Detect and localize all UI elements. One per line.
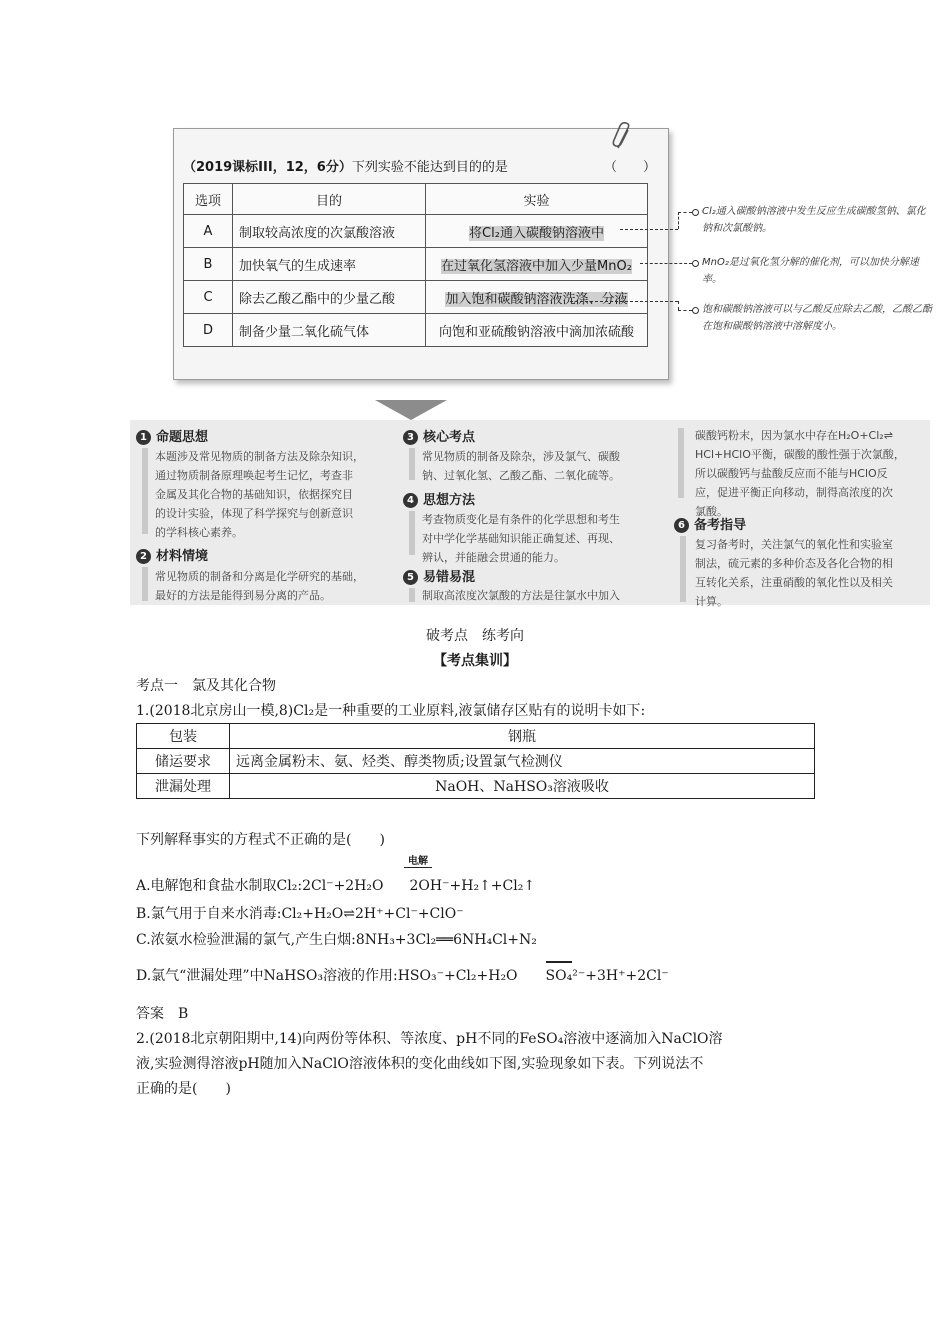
experiment-cell — [426, 281, 648, 314]
subheading: 【考点集训】 — [433, 653, 517, 669]
down-arrow-icon — [409, 588, 415, 602]
option-cell: B — [184, 248, 233, 281]
exam-table — [183, 183, 648, 347]
down-arrow-icon — [409, 448, 415, 480]
down-arrow-icon — [678, 428, 684, 498]
section-body-3 — [422, 447, 620, 485]
body-line: 氯酸。 — [695, 505, 728, 518]
section-title-text: 材料情境 — [156, 549, 209, 564]
option-cell: D — [184, 314, 233, 347]
down-triangle-icon — [375, 400, 447, 420]
experiment-cell: 向饱和亚硫酸钠溶液中滴加浓硫酸 — [426, 314, 648, 347]
body-line: 碳酸钙粉末，因为氯水中存在H₂O+Cl₂⇌ — [695, 429, 893, 442]
body-line: 所以碳酸钙与盐酸反应而不能与HClO反 — [695, 467, 888, 480]
section-title-text: 核心考点 — [423, 430, 476, 445]
option-a[interactable] — [136, 876, 535, 896]
question-2-line-3: 正确的是( ) — [136, 1081, 231, 1097]
connector-line — [678, 212, 679, 229]
equals-bar — [546, 961, 572, 963]
header-option: 选项 — [184, 184, 233, 215]
question-source: （2019课标III，12，6分） — [183, 160, 352, 175]
down-arrow-icon — [142, 567, 148, 601]
body-line: 金属及其化合物的基础知识，依据探究目 — [155, 488, 353, 501]
section-title-1 — [136, 426, 208, 445]
body-line: 通过物质制备原理唤起考生记忆，考查非 — [155, 469, 353, 482]
section-title-6 — [674, 514, 746, 533]
body-line: 的学科核心素养。 — [155, 526, 243, 539]
spec-value: NaOH、NaHSO₃溶液吸收 — [230, 774, 815, 799]
connector-dot — [692, 307, 699, 314]
connector-line — [678, 310, 692, 311]
table-row — [184, 281, 648, 314]
body-line: 制取高浓度次氯酸的方法是往氯水中加入 — [422, 589, 620, 602]
option-cell: C — [184, 281, 233, 314]
table-row — [184, 314, 648, 347]
annotation-a: Cl₂通入碳酸钠溶液中发生反应生成碳酸氢钠、氯化钠和次氯酸钠。 — [702, 206, 926, 234]
section-body-1 — [155, 447, 364, 542]
question-1-stem: 下列解释事实的方程式不正确的是( ) — [136, 832, 385, 848]
question-2-line-2: 液,实验测得溶液pH随加入NaClO溶液体积的变化曲线如下图,实验现象如下表。下列说法不 — [136, 1056, 704, 1072]
section-title-5 — [403, 566, 475, 585]
option-d-right: SO₄²⁻+3H⁺+2Cl⁻ — [545, 968, 669, 984]
electrolysis-bar — [404, 867, 432, 868]
connector-line — [678, 301, 679, 310]
body-line: 应，促进平衡正向移动，制得高浓度的次 — [695, 486, 893, 499]
connector-line — [678, 212, 692, 213]
section-heading: 破考点 练考向 — [426, 628, 524, 644]
body-line: 考查物质变化是有条件的化学思想和考生 — [422, 513, 620, 526]
body-line: 计算。 — [695, 595, 728, 608]
question-text: 下列实验不能达到目的的是 — [351, 160, 508, 175]
topic-title: 考点一 氯及其化合物 — [136, 678, 276, 694]
spec-key: 储运要求 — [137, 749, 230, 774]
option-c[interactable]: C.浓氨水检验泄漏的氯气,产生白烟:8NH₃+3Cl₂══6NH₄Cl+N₂ — [136, 932, 537, 948]
body-line: 的设计实验，体现了科学探究与创新意识 — [155, 507, 353, 520]
connector-dot — [692, 260, 699, 267]
spec-key: 包装 — [137, 724, 230, 749]
spec-table — [136, 723, 815, 799]
body-line: 常见物质的制备和分离是化学研究的基础， — [155, 570, 364, 583]
connector-line — [570, 301, 678, 302]
table-row — [184, 248, 648, 281]
question-1-intro: 1.(2018北京房山一模,8)Cl₂是一种重要的工业原料,液氯储存区贴有的说明卡如下: — [136, 703, 646, 719]
section-title-text: 命题思想 — [156, 430, 209, 445]
table-row — [184, 215, 648, 248]
electrolysis-label: 电解 — [408, 856, 428, 867]
section-body-5 — [422, 586, 620, 605]
number-badge: 6 — [674, 518, 689, 533]
table-row — [137, 774, 815, 799]
annotation-b: MnO₂是过氧化氢分解的催化剂，可以加快分解速率。 — [702, 257, 919, 285]
purpose-cell: 制取较高浓度的次氯酸溶液 — [233, 215, 426, 248]
body-line: 本题涉及常见物质的制备方法及除杂知识， — [155, 450, 364, 463]
body-line: 钠、过氧化氢、乙酸乙酯、二氧化硫等。 — [422, 469, 620, 482]
body-line: HCl+HClO平衡，碳酸的酸性强于次氯酸， — [695, 448, 905, 461]
body-line: 最好的方法是能得到易分离的产品。 — [155, 589, 331, 602]
section-title-3 — [403, 426, 475, 445]
exam-question — [183, 156, 508, 175]
experiment-cell — [426, 215, 648, 248]
spec-value: 远离金属粉末、氨、烃类、醇类物质;设置氯气检测仪 — [230, 749, 815, 774]
table-row — [137, 749, 815, 774]
spec-value: 钢瓶 — [230, 724, 815, 749]
section-title-4 — [403, 489, 475, 508]
number-badge: 5 — [403, 570, 418, 585]
option-cell: A — [184, 215, 233, 248]
experiment-text: 加入饱和碳酸钠溶液洗涤、分液 — [445, 291, 628, 307]
option-d-left: D.氯气“泄漏处理”中NaHSO₃溶液的作用:HSO₃⁻+Cl₂+H₂O — [136, 968, 518, 984]
body-line: 对中学化学基础知识能正确复述、再现、 — [422, 532, 620, 545]
section-body-2 — [155, 567, 364, 605]
purpose-cell: 制备少量二氧化硫气体 — [233, 314, 426, 347]
down-arrow-icon — [409, 511, 415, 555]
body-line: 辨认，并能融会贯通的能力。 — [422, 551, 565, 564]
connector-line — [640, 263, 692, 264]
body-line: 复习备考时，关注氯气的氧化性和实验室 — [695, 538, 893, 551]
experiment-text: 将Cl₂通入碳酸钠溶液中 — [469, 225, 604, 241]
purpose-cell: 除去乙酸乙酯中的少量乙酸 — [233, 281, 426, 314]
option-a-right: 2OH⁻+H₂↑+Cl₂↑ — [409, 878, 536, 894]
answer-paren: （ ） — [604, 160, 657, 175]
header-purpose: 目的 — [233, 184, 426, 215]
table-row — [137, 724, 815, 749]
number-badge: 4 — [403, 493, 418, 508]
body-line: 常见物质的制备及除杂，涉及氯气、碳酸 — [422, 450, 620, 463]
option-b[interactable]: B.氯气用于自来水消毒:Cl₂+H₂O⇌2H⁺+Cl⁻+ClO⁻ — [136, 906, 464, 922]
number-badge: 3 — [403, 430, 418, 445]
option-d[interactable] — [136, 966, 669, 986]
down-arrow-icon — [680, 536, 686, 602]
section-body-5-continued — [695, 426, 905, 521]
paperclip-icon — [612, 122, 634, 152]
body-line: 制法，硫元素的多种价态及各化合物的相 — [695, 557, 893, 570]
down-arrow-icon — [142, 448, 148, 534]
question-2-line-1: 2.(2018北京朝阳期中,14)向两份等体积、等浓度、pH不同的FeSO₄溶液中逐滴加入NaClO溶 — [136, 1031, 723, 1047]
section-title-text: 易错易混 — [423, 570, 476, 585]
header-experiment: 实验 — [426, 184, 648, 215]
experiment-text: 在过氧化氢溶液中加入少量MnO₂ — [441, 258, 632, 274]
spec-key: 泄漏处理 — [137, 774, 230, 799]
section-body-6 — [695, 535, 893, 611]
section-title-text: 思想方法 — [423, 493, 476, 508]
option-a-left: A.电解饱和食盐水制取Cl₂:2Cl⁻+2H₂O — [136, 878, 384, 894]
answer-line: 答案 B — [136, 1006, 189, 1022]
number-badge: 1 — [136, 430, 151, 445]
section-body-4 — [422, 510, 620, 567]
number-badge: 2 — [136, 549, 151, 564]
connector-dot — [692, 209, 699, 216]
connector-line — [620, 229, 678, 230]
experiment-cell — [426, 248, 648, 281]
table-header-row — [184, 184, 648, 215]
purpose-cell: 加快氧气的生成速率 — [233, 248, 426, 281]
section-title-text: 备考指导 — [694, 518, 747, 533]
section-title-2 — [136, 545, 208, 564]
annotation-c: 饱和碳酸钠溶液可以与乙酸反应除去乙酸，乙酸乙酯在饱和碳酸钠溶液中溶解度小。 — [702, 304, 932, 332]
body-line: 互转化关系，注重硝酸的氧化性以及相关 — [695, 576, 893, 589]
